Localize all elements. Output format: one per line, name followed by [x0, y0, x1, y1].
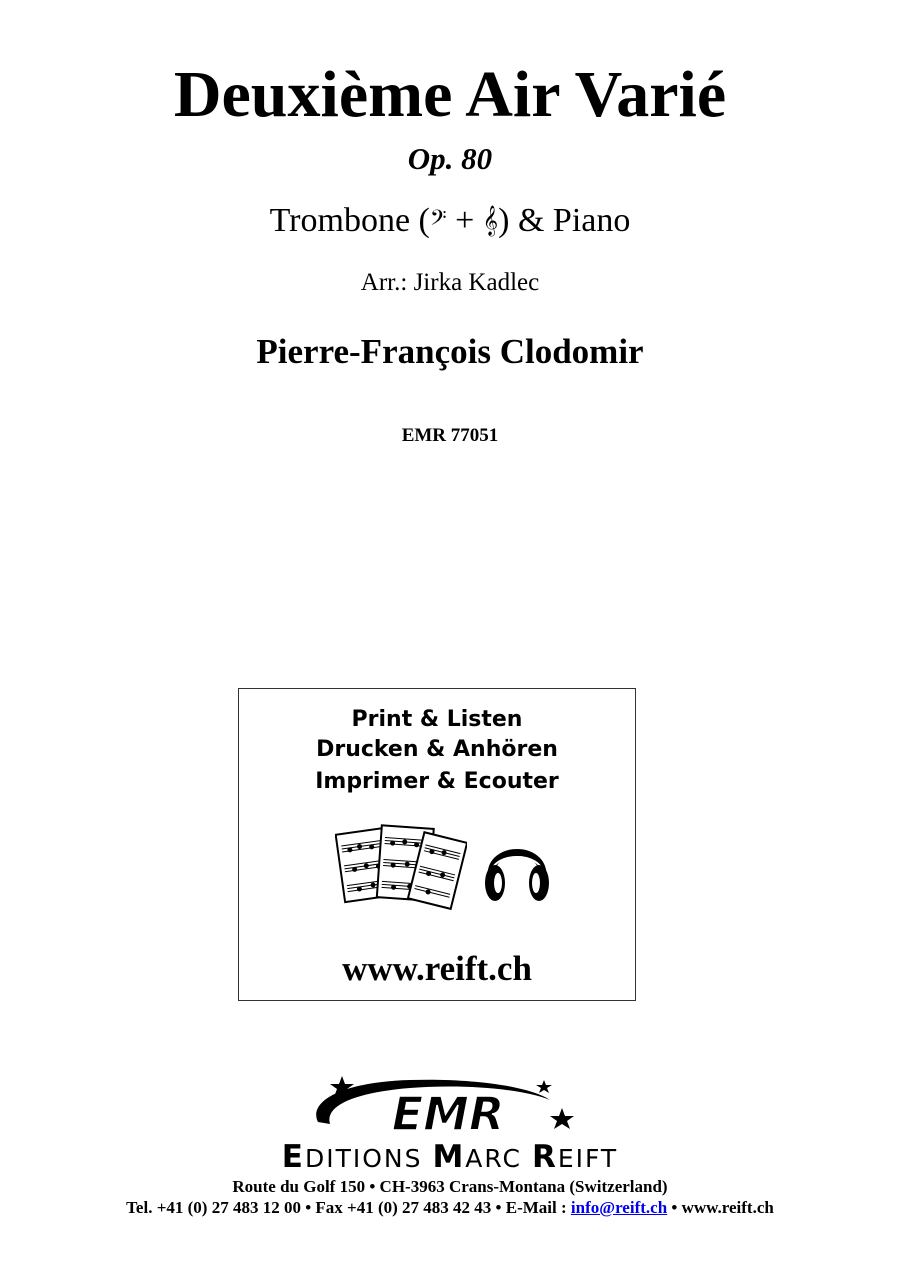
- publisher-address: Route du Golf 150 • CH-3963 Crans-Montana (Switzerland): [232, 1177, 668, 1196]
- sheet-music-icon: [335, 821, 467, 913]
- publisher-name-part-2: ARC: [465, 1144, 532, 1173]
- treble-clef-icon: 𝄞: [482, 206, 499, 236]
- instrumentation: [0, 204, 900, 238]
- publisher-name-part-1: DITIONS: [304, 1144, 433, 1173]
- print-listen-promo-box[interactable]: [238, 688, 636, 1001]
- email-link[interactable]: info@reift.ch: [570, 1198, 668, 1217]
- publisher-contact: [0, 1199, 900, 1216]
- instrumentation-suffix: ) & Piano: [498, 202, 631, 239]
- arranger: Arr.: Jirka Kadlec: [360, 269, 540, 296]
- publisher-name: [0, 1139, 900, 1175]
- promo-line-german: Drucken & Anhören: [316, 737, 558, 762]
- headphones-icon: [481, 831, 553, 907]
- publisher-name-initial-e: E: [281, 1139, 305, 1175]
- contact-phone-fax: Tel. +41 (0) 27 483 12 00 • Fax +41 (0) 27 483 42 43 • E-Mail :: [126, 1198, 571, 1217]
- promo-line-english: Print & Listen: [351, 707, 523, 732]
- instrumentation-plus: +: [446, 202, 483, 239]
- catalog-number: EMR 77051: [401, 425, 499, 446]
- page-title: Deuxième Air Varié: [173, 58, 727, 131]
- instrumentation-prefix: Trombone (: [269, 202, 430, 239]
- emr-logo: [300, 1074, 580, 1140]
- emr-logo-text: EMR: [391, 1087, 505, 1140]
- promo-line-french: Imprimer & Ecouter: [315, 769, 559, 794]
- composer: Pierre-François Clodomir: [256, 332, 644, 371]
- promo-url[interactable]: www.reift.ch: [342, 949, 532, 988]
- contact-website: • www.reift.ch: [667, 1198, 774, 1217]
- publisher-name-initial-r: R: [531, 1139, 558, 1175]
- opus-number: Op. 80: [407, 141, 493, 176]
- bass-clef-icon: 𝄢: [429, 206, 447, 236]
- publisher-name-part-3: EIFT: [557, 1144, 619, 1173]
- publisher-name-initial-m: M: [432, 1139, 466, 1175]
